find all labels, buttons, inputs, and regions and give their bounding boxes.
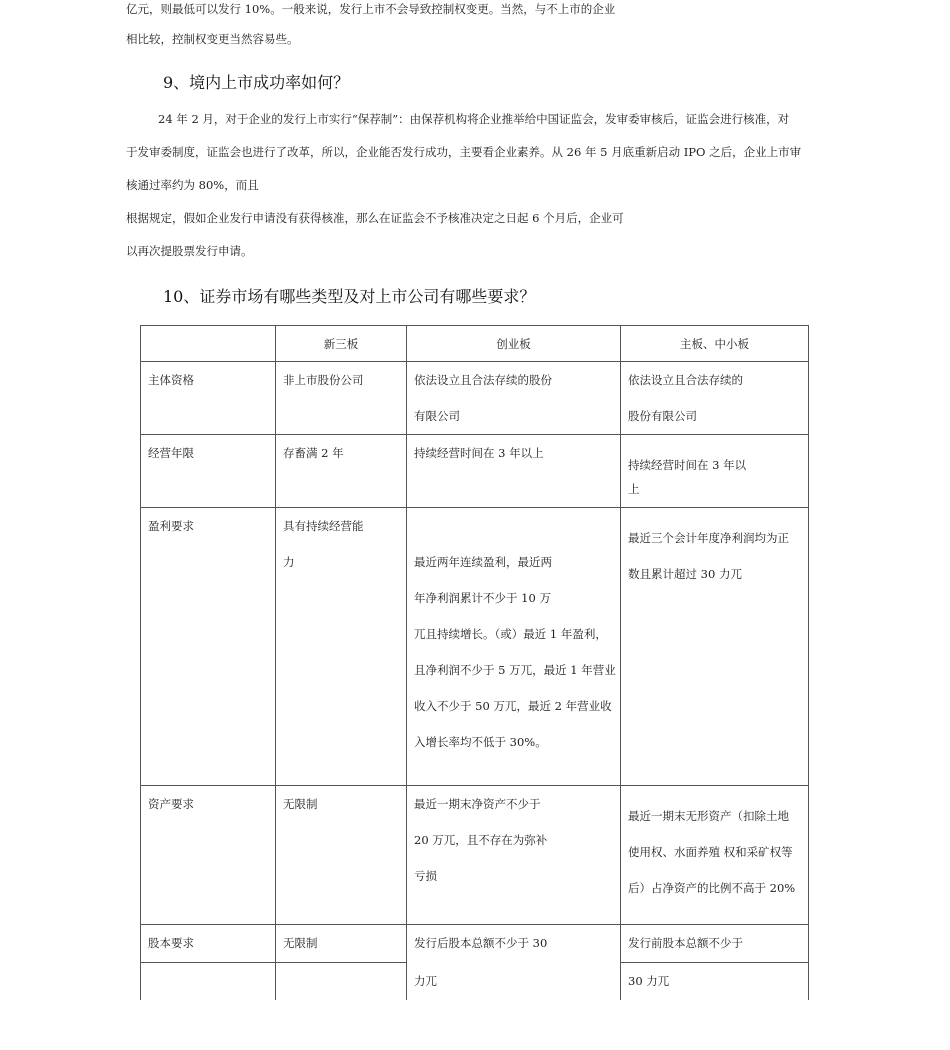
cell-line: 依法设立且合法存续的股份 <box>414 373 552 387</box>
cell-line: 30 力兀 <box>628 974 670 988</box>
xinsanban-cell <box>276 362 407 435</box>
xinsanban-cell <box>276 508 407 786</box>
section-9-line: 于发审委制度，证监会也进行了改革，所以，企业能否发行成功，主要看企业素养。从 26 年 5 月底重新启动 IPO 之后，企业上市审 <box>126 145 802 159</box>
zhuban-cell <box>621 362 809 435</box>
row-label-cell <box>141 435 276 508</box>
section-9-line: 以再次提股票发行申请。 <box>126 244 253 258</box>
row-label: 股本要求 <box>148 936 194 950</box>
cell-line: 持续经营时间在 3 年以 <box>628 458 747 472</box>
zhuban-cell <box>621 435 809 508</box>
cell-line: 无限制 <box>283 797 318 811</box>
cell-line: 最近一期末无形资产（扣除土地 <box>628 809 789 823</box>
row-label-cell <box>141 362 276 435</box>
zhuban-cell <box>621 786 809 925</box>
xinsanban-cell <box>276 963 407 1000</box>
cell-line: 股份有限公司 <box>628 409 697 423</box>
chuangye-cell <box>407 435 621 508</box>
table-row-capital <box>141 925 809 963</box>
cell-line: 最近一期末净资产不少于 <box>414 797 541 811</box>
header-cell-chuangye: 创业板 <box>407 326 621 362</box>
cell-line: 使用权、水面养殖 权和采矿权等 <box>628 845 793 859</box>
cell-line: 非上市股份公司 <box>283 373 364 387</box>
header-cell-zhuban: 主板、中小板 <box>621 326 809 362</box>
row-label-cell <box>141 508 276 786</box>
cell-line: 年净利润累计不少于 10 万 <box>414 591 551 605</box>
table-row-qualification <box>141 362 809 435</box>
header-cell-xinsanban: 新三板 <box>276 326 407 362</box>
cell-line: 有限公司 <box>414 409 460 423</box>
row-label-cell <box>141 925 276 963</box>
cell-line: 最近两年连续盈利，最近两 <box>414 555 552 569</box>
chuangye-cell <box>407 925 621 963</box>
cell-line: 持续经营时间在 3 年以上 <box>414 446 544 460</box>
section-9-line: 24 年 2 月，对于企业的发行上市实行“保荐制”：由保荐机构将企业推举给中国证监会，发审委审核后，证监会进行核准，对 <box>158 112 790 126</box>
zhuban-cell <box>621 963 809 1000</box>
chuangye-cell <box>407 963 621 1000</box>
row-label-cell <box>141 963 276 1000</box>
intro-line-1: 亿元，则最低可以发行 10%。一般来说，发行上市不会导致控制权变更。当然，与不上市的企业 <box>126 2 616 16</box>
table-row-continued <box>141 963 809 1000</box>
cell-line: 存畜满 2 年 <box>283 446 344 460</box>
row-label: 经营年限 <box>148 446 194 460</box>
table-row-profit <box>141 508 809 786</box>
row-label-cell <box>141 786 276 925</box>
table-row-assets <box>141 786 809 925</box>
cell-line: 最近三个会计年度净利润均为正 <box>628 531 789 545</box>
chuangye-cell <box>407 362 621 435</box>
header-cell-empty <box>141 326 276 362</box>
xinsanban-cell <box>276 786 407 925</box>
cell-line: 发行后股本总额不少于 30 <box>414 936 548 950</box>
cell-line: 发行前股本总额不少于 <box>628 936 743 950</box>
section-9-heading: 9、境内上市成功率如何？ <box>163 73 350 92</box>
chuangye-cell <box>407 786 621 925</box>
cell-line: 依法设立且合法存续的 <box>628 373 743 387</box>
table-row-years <box>141 435 809 508</box>
cell-line: 入增长率均不低于 30%。 <box>414 735 547 749</box>
cell-line: 20 万兀，且不存在为弥补 <box>414 833 548 847</box>
row-label: 资产要求 <box>148 797 194 811</box>
cell-line: 亏损 <box>414 869 437 883</box>
cell-line: 力兀 <box>414 973 437 988</box>
intro-line-2: 相比较，控制权变更当然容易些。 <box>126 32 299 46</box>
zhuban-cell <box>621 925 809 963</box>
xinsanban-cell <box>276 925 407 963</box>
cell-line: 兀且持续增长。（或）最近 1 年盈利， <box>414 627 607 641</box>
row-label <box>148 963 268 999</box>
cell-line: 后）占净资产的比例不高于 20% <box>628 881 796 895</box>
cell-line: 力 <box>283 555 295 569</box>
cell-line: 数且累计超过 30 力兀 <box>628 567 742 581</box>
cell-line: 具有持续经营能 <box>283 519 364 533</box>
cell-line: 收入不少于 50 万兀，最近 2 年营业收 <box>414 699 612 713</box>
zhuban-cell <box>621 508 809 786</box>
chuangye-cell <box>407 508 621 786</box>
market-requirements-table <box>140 325 809 1000</box>
section-9-line: 根据规定，假如企业发行申请没有获得核准，那么在证监会不予核准决定之日起 6 个月后，企业可 <box>126 211 624 225</box>
row-label: 盈利要求 <box>148 519 194 533</box>
cell-line: 且净利润不少于 5 万兀，最近 1 年营业 <box>414 663 616 677</box>
table-header-row <box>141 326 809 362</box>
cell-line: 无限制 <box>283 936 318 950</box>
cell-line: 上 <box>628 482 640 496</box>
row-label: 主体资格 <box>148 373 194 387</box>
section-9-line: 核通过率约为 80%，而且 <box>126 178 259 192</box>
xinsanban-cell <box>276 435 407 508</box>
section-10-heading: 10、证券市场有哪些类型及对上市公司有哪些要求？ <box>163 287 536 306</box>
